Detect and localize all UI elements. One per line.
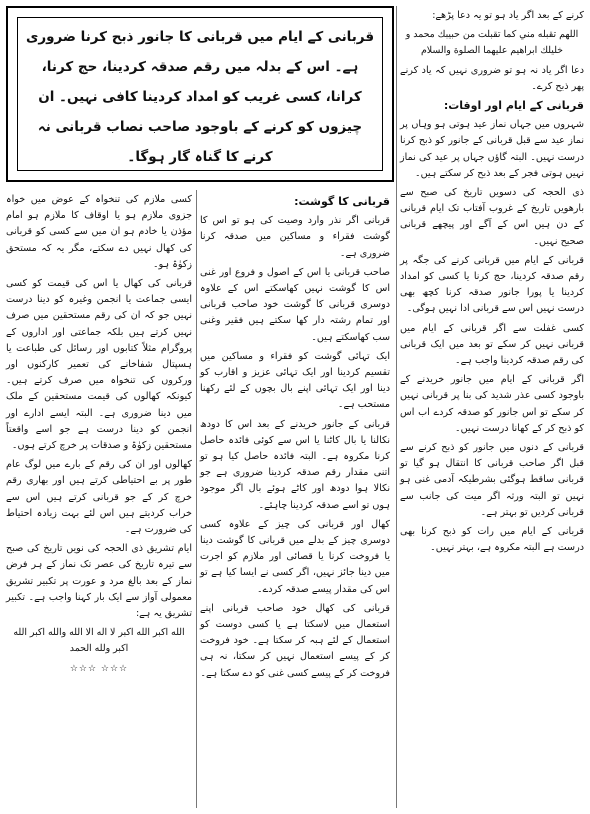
paragraph: قربانی کے جانور خریدنے کے بعد اس کا دودھ نکالنا یا بال کاٹنا یا اس سے کوئی فائدہ حاصل کرنا مکروہ ہے۔ البتہ فائدہ حاصل کیا ہو تو اتنی مقدار رقم صدقہ کردینا ضروری ہے جو نکالا ہوا دودھ اور کاٹے ہوئے بال اگر موجود ہوں تو اسے صدقہ کردینا چاہئے۔	[200, 418, 390, 511]
paragraph: قربانی کی کھال یا اس کی قیمت کو کسی ایسی جماعت یا انجمن وغیرہ کو دینا درست نہیں جو کہ ان کی رقم مستحقین میں صرف نہیں کرتے ہیں بلکہ جماعتی اور اداروں کے پروگرام مثلاً کتابوں اور رسائل کی طباعت یا ہسپتال شفاخانے کی تعمیر کارکنوں اور ورکروں کی تنخواہ میں صرف کرتے ہیں۔ کیونکہ کھالوں کی قیمت مستحقین کے ملک میں دینا ضروری ہے۔ البتہ ایسے ادارے اور انجمن کو دینا درست ہے جو اسے واقعتاً مستحقین زکوٰۃ و صدقات پر خرچ کرتے ہوں۔	[6, 278, 192, 452]
column-right	[400, 8, 584, 560]
paragraph: ذی الحجہ کی دسویں تاریخ کی صبح سے بارھویں تاریخ کے غروب آفتاب تک ایام قربانی کے دن ہیں اس کے آگے اور پیچھے قربانی صحیح نہیں۔	[400, 187, 584, 247]
paragraph: کسی ملازم کی تنخواہ کے عوض میں خواہ جزوی ملازم ہو یا اوقاف کا ملازم ہو امام مؤذن یا خادم ہو ان میں سے کسی کو قربانی کی کھال نہیں دے سکتے، مگر یہ کہ مستحق زکوٰۃ ہو۔	[6, 194, 192, 270]
paragraph: اگر قربانی کے ایام میں جانور خریدنے کے باوجود کسی عذر شدید کی بنا پر قربانی نہیں کر سکے تو اس جانور کو صدقہ کردے اب اس کو ذبح کر کے کھانا درست نہیں۔	[400, 374, 584, 434]
paragraph: شہروں میں جہاں نماز عید ہوتی ہو وہاں پر نماز عید سے قبل قربانی کے جانور کو ذبح کرنا درست نہیں۔ البتہ گاؤں جہاں پر عید کی نماز نہیں ہوتی فجر کے بعد ذبح کر سکتے ہیں۔	[400, 119, 584, 179]
notice-box	[6, 6, 394, 182]
column-left	[6, 192, 192, 677]
notice-box-text: قربانی کے ایام میں قربانی کا جانور ذبح کرنا ضروری ہے۔ اس کے بدلہ میں رقم صدقہ کردینا، حج کرنا، کرانا، کسی غریب کو امداد کردینا کافی نہیں۔ ان چیزوں کو کرنے کے باوجود صاحب نصاب قربانی نہ کرنے کا گناہ گار ہوگا۔	[17, 17, 383, 171]
paragraph: قربانی کے دنوں میں جانور کو ذبح کرنے سے قبل اگر صاحب قربانی کا انتقال ہو گیا تو قربانی ساقط ہوگئی بشرطیکہ آدمی غنی ہو نہیں تو البتہ ورثہ اگر میت کی جانب سے قربانی کردیں تو بہتر ہے۔	[400, 442, 584, 518]
column-divider	[396, 6, 397, 808]
column-divider	[196, 190, 197, 808]
paragraph: قربانی کے ایام میں رات کو ذبح کرنا بھی درست ہے البتہ مکروہ ہے، بہتر نہیں۔	[400, 526, 584, 554]
paragraph: صاحب قربانی یا اس کے اصول و فروع اور غنی اس کا گوشت نہیں کھاسکتے اس کے علاوہ دوسری قربانی کا گوشت خود صاحب قربانی اور تمام رشتہ دار کھا سکتے ہیں فقیر وغنی سب کھاسکتے ہیں۔	[200, 266, 390, 343]
dua-note: دعا اگر یاد نہ ہو تو ضروری نہیں کہ یاد کرنے پھر ذبح کرے۔	[400, 64, 584, 92]
takbir-arabic: الله اكبر الله اكبر لا اله الا الله والله اكبر الله اكبر ولله الحمد	[13, 627, 185, 655]
paragraph: کسی غفلت سے اگر قربانی کے ایام میں قربانی نہیں کر سکے تو بعد میں ایک قربانی کی رقم صدقہ کردینا واجب ہے۔	[400, 322, 584, 367]
paragraph: کھال اور قربانی کی چیز کے علاوہ کسی دوسری چیز کے بدلے میں قربانی کا گوشت دینا یا فروخت کرنا یا قصائی اور ملازم کو اجرت میں دینا جائز نہیں، اگر کسی نے ایسا کیا ہے تو اس کی مقدار پیسے صدقہ کردے۔	[200, 518, 390, 595]
column-middle	[200, 192, 390, 685]
paragraph: کھالوں اور ان کی رقم کے بارے میں لوگ عام طور پر بے احتیاطی کرتے ہیں اور بھاری رقم خرچ کر کے جو قربانی کرتے ہیں اس سے خراب کردیتے ہیں اس لئے بہت زیادہ احتیاط کی ضرورت ہے۔	[6, 459, 192, 536]
paragraph: قربانی اگر نذر وارد وصیت کی ہو تو اس کا گوشت فقراء و مساکین میں صدقہ کرنا ضروری ہے۔	[200, 215, 390, 259]
paragraph: قربانی کے ایام میں قربانی کرنے کی جگہ پر رقم صدقہ کردینا، حج کرنا یا کسی کو امداد کردینا یا پورا جانور صدقہ کرنا کچھ بھی درست نہیں اس سے قربانی ادا نہیں ہوگی۔	[400, 254, 584, 315]
paragraph: ایک تہائی گوشت کو فقراء و مساکین میں تقسیم کردینا اور ایک تہائی عزیز و اقارب کو دینا اور ایک تہائی اپنے بال بچوں کے لئے رکھنا مستحب ہے۔	[200, 350, 390, 411]
dua-intro: کرنے کے بعد اگر یاد ہو تو یہ دعا پڑھے:	[432, 10, 584, 21]
paragraph: ایام تشریق ذی الحجہ کی نویں تاریخ کی صبح سے تیرہ تاریخ کی عصر تک نماز کے ہر فرض نماز کے بعد بالغ مرد و عورت پر تکبیر تشریق معمولی آواز سے ایک بار کہنا واجب ہے۔ تکبیر تشریق یہ ہے:	[6, 543, 192, 620]
paragraph: قربانی کی کھال خود صاحب قربانی اپنے استعمال میں لاسکتا ہے یا کسی دوست کو استعمال کے لئے ہبہ کر سکتا ہے۔ خود فروخت کر کے پیسے استعمال نہیں کر سکتا، نہ ہی فروخت کر کے پیسے کسی غنی کو دے سکتا ہے۔	[200, 602, 390, 679]
stars-divider: ☆☆☆ ☆☆☆	[69, 663, 129, 674]
section-heading-days: قربانی کے ایام اور اوقات:	[443, 99, 584, 113]
section-heading-meat: قربانی کا گوشت:	[294, 195, 390, 208]
dua-arabic: اللهم تقبله مني كما تقبلت من حبيبك محمد و خليلك ابراهيم عليهما الصلوة والسلام	[405, 29, 579, 57]
